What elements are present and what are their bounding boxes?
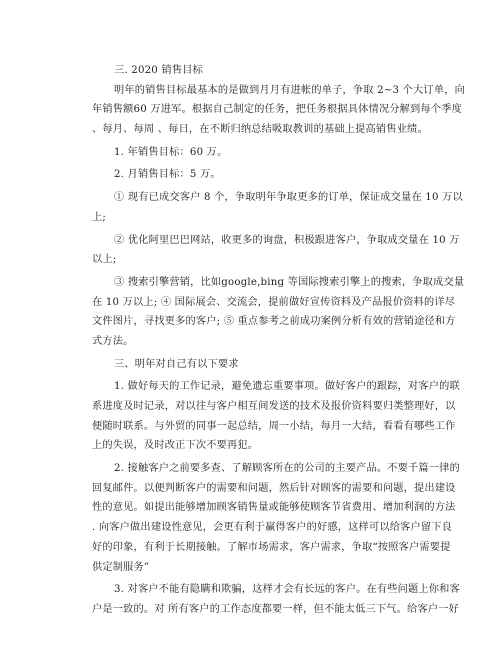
section-title: 三. 2020 销售目标: [114, 65, 203, 76]
list-item-research-clients: [92, 459, 460, 577]
paragraph-line: 上;: [92, 211, 107, 223]
list-item-monthly-target: 2. 月销售目标：5 万。: [114, 169, 221, 181]
paragraph-line: ③ 搜索引擎营销，比如google,bing 等国际搜索引擎上的搜索，争取成交量: [114, 276, 465, 288]
paragraph-line: ① 现有已成交客户 8 个，争取明年争取更多的订单，保证成交量在 10 万以: [114, 192, 463, 204]
section-heading-requirements: 三、明年对自己有以下要求: [114, 358, 239, 370]
paragraph-line: . 向客户做出建设性意见，会更有利于赢得客户的好感，这样可以给客户留下良: [92, 522, 453, 534]
paragraph-line: 以上;: [92, 254, 117, 266]
document-body: [92, 61, 465, 620]
paragraph-line: 年销售额60 万进军。根据自己制定的任务，把任务根据具体情况分解到每个季度: [92, 104, 462, 116]
list-item-alibaba: [92, 231, 460, 270]
paragraph-line: 户是一致的。对 所有客户的工作态度都要一样，但不能太低三下气。给客户一好: [92, 603, 459, 615]
list-item-annual-target: 1. 年销售目标：60 万。: [114, 146, 228, 158]
list-item-honesty: [92, 580, 460, 619]
list-item-existing-clients: [92, 188, 463, 227]
paragraph-line: 上的失误，及时改正下次不要再犯。: [92, 440, 259, 452]
paragraph-line: 回复邮件。以便判断客户的需要和问题，然后针对顾客的需要和问题，提出建设: [92, 482, 456, 494]
list-item-work-records: [92, 377, 460, 456]
paragraph-line: 好的印象，有利于长期接触。了解市场需求，客户需求，争取“按照客户需要提: [92, 541, 451, 553]
paragraph-line: 2. 接触客户之前要多查、了解顾客所在的公司的主要产品。不要千篇一律的: [114, 463, 460, 475]
paragraph-line: 便随时联系。与外贸的同事一起总结，周一小结，每月一大结，看看有哪些工作: [92, 420, 456, 432]
paragraph-line: 供定制服务”: [92, 561, 150, 573]
paragraph-line: ② 优化阿里巴巴网站，收更多的询盘，积极跟进客户，争取成交量在 10 万: [114, 234, 460, 246]
paragraph-line: 文件图片，寻找更多的客户; ⑤ 重点参考之前成功案例分析有效的营销途径和方: [92, 316, 456, 328]
paragraph-sales-goal: [92, 81, 465, 140]
paragraph-line: 3. 对客户不能有隐瞒和欺骗，这样才会有长远的客户。在有些问题上你和客: [114, 584, 460, 596]
paragraph-line: 1. 做好每天的工作记录，避免遗忘重要事项。做好客户的跟踪，对客户的联: [114, 381, 460, 393]
paragraph-line: 明年的销售目标最基本的是做到月月有进帐的单子，争取 2~3 个大订单，向: [114, 84, 465, 96]
paragraph-line: 在 10 万以上; ④ 国际展会、交流会，提前做好宣传资料及产品报价资料的详尽: [92, 296, 456, 308]
list-item-search-marketing: [92, 273, 465, 352]
paragraph-line: 性的意见。如提出能够增加顾客销售量或能够使顾客节省费用、增加利润的方法: [92, 502, 456, 514]
paragraph-line: 式方法。: [92, 335, 134, 347]
paragraph-line: 、每月、每周 、每日，在不断归纳总结吸取教训的基础上提高销售业绩。: [92, 124, 428, 136]
paragraph-line: 系进度及时记录，对以往与客户相互间发送的技术及报价资料要归类整理好，以: [92, 401, 456, 412]
